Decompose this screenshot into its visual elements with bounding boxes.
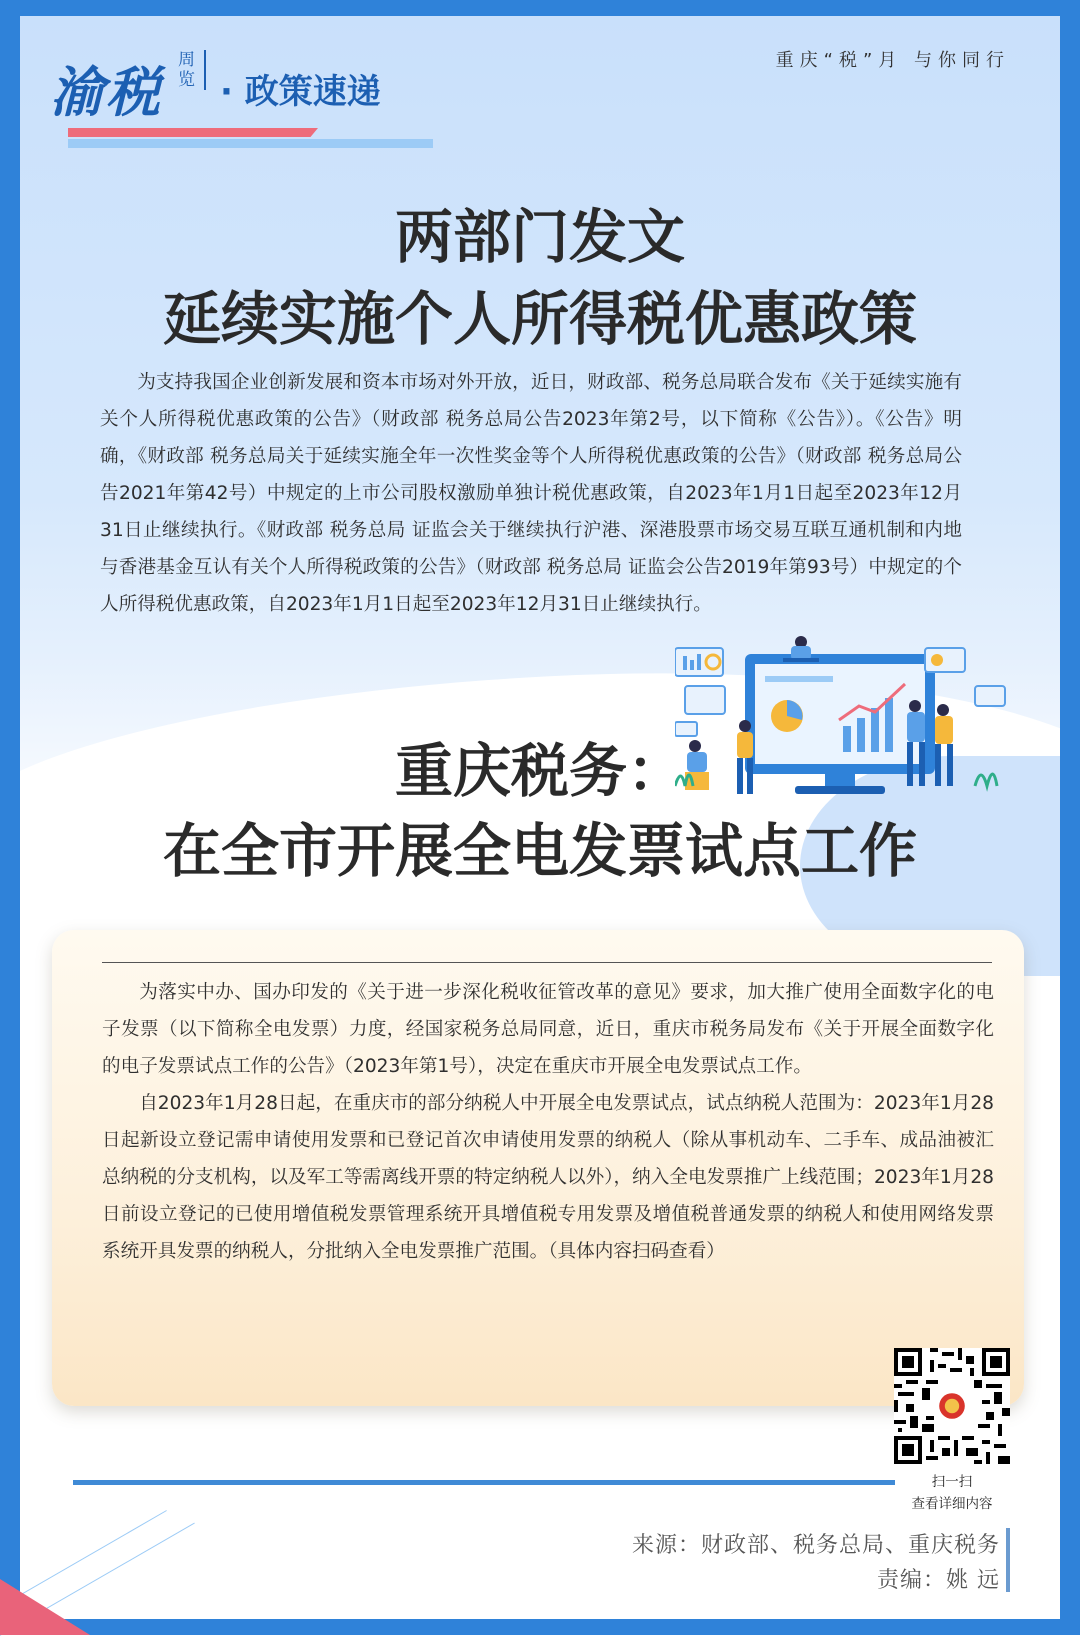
article2-title-line1: 重庆税务：	[394, 737, 685, 805]
article1-paragraph: 为支持我国企业创新发展和资本市场对外开放，近日，财政部、税务总局联合发布《关于延续实施有关个人所得税优惠政策的公告》（财政部 税务总局公告2023年第2号，以下简称《公告》）。《公告》明确，《财政部 税务总局关于延续实施全年一次性奖金等个人所得税优惠政策的公告》（财政部 税务总局公告2021年第42号）中规定的上市公司股权激励单独计税优惠政策，自2023年1月1日起至2023年12月31日止继续执行。《财政部 税务总局 证监会关于继续执行沪港、深港股票市场交易互联互通机制和内地与香港基金互认有关个人所得税政策的公告》（财政部 税务总局 证监会公告2019年第93号）中规定的个人所得税优惠政策，自2023年1月1日起至2023年12月31日止继续执行。	[100, 372, 962, 615]
qr-caption-line2: 查看详细内容	[911, 1496, 993, 1512]
footer-source: 来源：财政部、税务总局、重庆税务	[631, 1533, 1000, 1558]
slogan: 重庆“税”月 与你同行	[775, 50, 1010, 71]
footer-divider	[73, 1480, 895, 1485]
logo-subtitle: 周览	[178, 50, 206, 90]
logo: 渝税	[50, 60, 162, 124]
article2-body	[102, 974, 994, 1270]
card-divider	[102, 962, 992, 963]
article2-paragraph1: 为落实中办、国办印发的《关于进一步深化税收征管改革的意见》要求，加大推广使用全面数字化的电子发票（以下简称全电发票）力度，经国家税务总局同意，近日，重庆市税务局发布《关于开展全面数字化的电子发票试点工作的公告》（2023年第1号），决定在重庆市开展全电发票试点工作。	[102, 982, 994, 1077]
qr-code[interactable]	[894, 1348, 1010, 1464]
qr-caption-line1: 扫一扫	[931, 1474, 973, 1490]
header-accent-bar-red	[68, 128, 318, 137]
article1-title-line2: 延续实施个人所得税优惠政策	[162, 285, 917, 353]
article2-paragraph2: 自2023年1月28日起，在重庆市的部分纳税人中开展全电发票试点，试点纳税人范围为：2023年1月28日起新设立登记需申请使用发票和已登记首次申请使用发票的纳税人（除从事机动车、二手车、成品油被汇总纳税的分支机构，以及军工等需离线开票的特定纳税人以外），纳入全电发票推广上线范围；2023年1月28日前设立登记的已使用增值税发票管理系统开具增值税专用发票及增值税普通发票的纳税人和使用网络发票系统开具发票的纳税人，分批纳入全电发票推广范围。（具体内容扫码查看）	[102, 1093, 994, 1262]
article1-body	[100, 364, 962, 623]
article1-title-line1: 两部门发文	[394, 203, 685, 271]
header-accent-bar-blue	[68, 139, 433, 148]
article2-title-line2: 在全市开展全电发票试点工作	[162, 817, 917, 885]
footer-accent-bar	[1006, 1528, 1010, 1592]
column-name: · 政策速递	[220, 72, 381, 112]
footer-editor: 责编：姚 远	[877, 1568, 1000, 1593]
